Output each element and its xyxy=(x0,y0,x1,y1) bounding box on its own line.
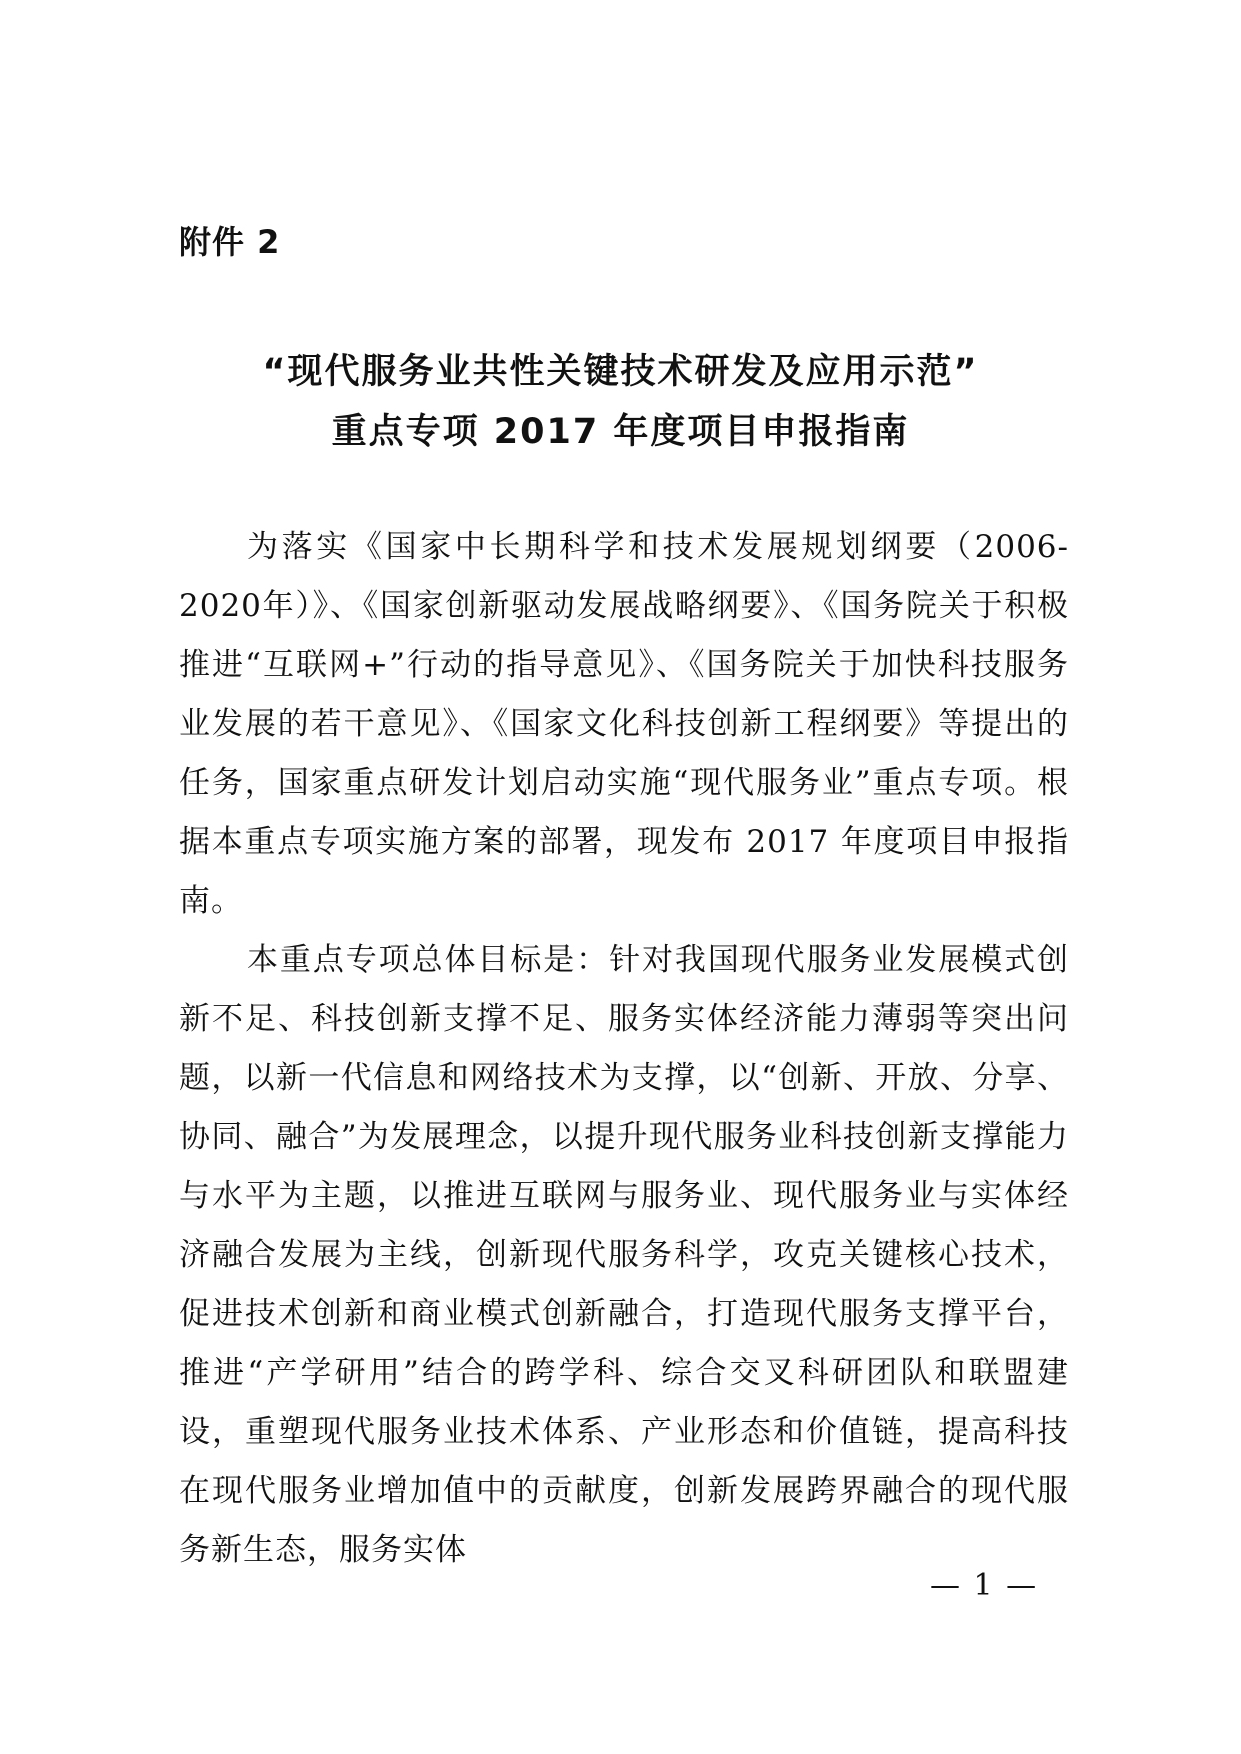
page-number: — 1 — xyxy=(930,1568,1039,1603)
body-paragraph-1: 为落实《国家中长期科学和技术发展规划纲要（2006-2020年）》、《国家创新驱动发展战略纲要》、《国务院关于积极推进“互联网+”行动的指导意见》、《国务院关于加快科技服务业发展的若干意见》、《国家文化科技创新工程纲要》等提出的任务，国家重点研发计划启动实施“现代服务业”重点专项。根据本重点专项实施方案的部署，现发布 2017 年度项目申报指南。 xyxy=(179,529,1069,919)
document-title-line-1: “现代服务业共性关键技术研发及应用示范” xyxy=(262,352,979,392)
attachment-label: 附件 2 xyxy=(179,223,281,261)
document-title-line-2: 重点专项 2017 年度项目申报指南 xyxy=(331,412,910,452)
document-body xyxy=(179,518,1069,1580)
body-paragraph-2: 本重点专项总体目标是：针对我国现代服务业发展模式创新不足、科技创新支撑不足、服务实体经济能力薄弱等突出问题，以新一代信息和网络技术为支撑，以“创新、开放、分享、协同、融合”为发展理念，以提升现代服务业科技创新支撑能力与水平为主题，以推进互联网与服务业、现代服务业与实体经济融合发展为主线，创新现代服务科学，攻克关键核心技术，促进技术创新和商业模式创新融合，打造现代服务支撑平台，推进“产学研用”结合的跨学科、综合交叉科研团队和联盟建设，重塑现代服务业技术体系、产业形态和价值链，提高科技在现代服务业增加值中的贡献度，创新发展跨界融合的现代服务新生态，服务实体 xyxy=(179,942,1069,1568)
